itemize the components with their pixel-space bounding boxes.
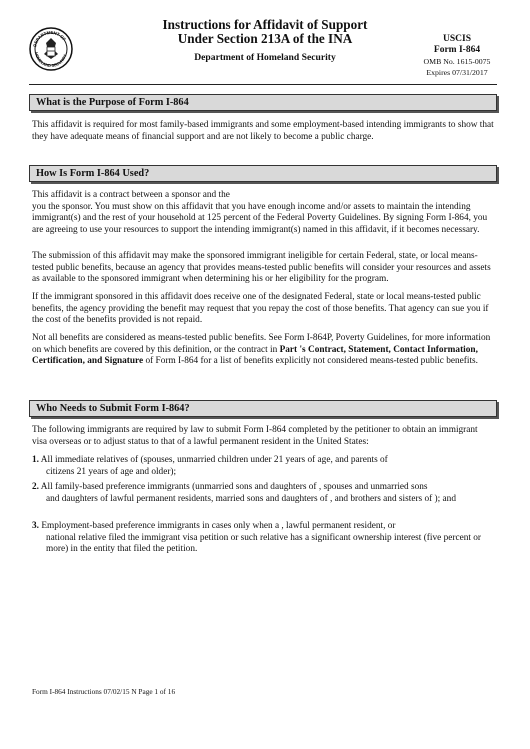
usage-paragraph-1: This affidavit is a contract between a sponsor and the you the sponsor. You must show on this affidavit that you have enough income and/or assets to maintain the intending immigrant(s) and the rest of your household at 125 percent of the Federal Poverty Guidelines. By signing Form I-864, you are agreeing to use your resources to support the intending immigrant(s) named in this affidavit, if it becomes necessary. (32, 190, 488, 235)
title-line-1: Instructions for Affidavit of Support (162, 17, 368, 32)
page-footer: Form I-864 Instructions 07/02/15 N Page 1 of 16 (32, 687, 176, 696)
usage-paragraph-2: The submission of this affidavit may make the sponsored immigrant ineligible for certain Federal, state, or local means-tested public benefits, because an agency that provides means-tested public benefits will consider your resources and assets as available to the sponsored immigrant when determining his or her eligibility for the program. (32, 251, 491, 285)
form-number: Form I-864 (433, 45, 481, 55)
form-id-block (417, 34, 497, 78)
agency-name: USCIS (443, 34, 471, 44)
dhs-seal-icon (29, 27, 73, 71)
svg-text:HOMELAND SECURITY: HOMELAND SECURITY (34, 51, 68, 69)
expiration-date: Expires 07/31/2017 (426, 68, 488, 77)
usage-paragraph-4: Not all benefits are considered as means-tested public benefits. See Form I-864P, Poverty Guidelines, for more information on which benefits are covered by this definition, or the contract in Part 's Contract, Statement, Contact Information, Certification, and Signature of Form I-864 for a list of benefits explicitly not considered means-tested public benefits. (32, 333, 491, 367)
document-title (120, 18, 410, 46)
title-line-2: Under Section 213A of the INA (177, 31, 353, 46)
who-submits-intro: The following immigrants are required by law to submit Form I-864 completed by the petitioner to obtain an immigrant visa overseas or to adjust status to that of a lawful permanent resident in the United States: (32, 425, 478, 447)
department-name: Department of Homeland Security (194, 52, 336, 63)
list-item: 1. All immediate relatives of (spouses, unmarried children under 21 years of age, and parents of citizens 21 years of age and older); (32, 455, 388, 477)
list-item: 3. Employment-based preference immigrants in cases only when a , lawful permanent resident, or national relative filed the immigrant visa petition or such relative has a significant ownership interest (five percent or more) in the entity that filed the petition. (32, 521, 482, 555)
section-heading-who-submits: Who Needs to Submit Form I-864? (29, 400, 497, 417)
svg-text:DEPARTMENT OF: DEPARTMENT OF (32, 29, 68, 48)
omb-number: OMB No. 1615-0075 (423, 57, 491, 66)
section-heading-purpose: What is the Purpose of Form I-864 (29, 94, 497, 111)
header-divider (29, 84, 497, 85)
purpose-paragraph: This affidavit is required for most family-based immigrants and some employment-based intending immigrants to show that they have adequate means of financial support and are not likely to become a public charge. (32, 120, 494, 142)
document-header (0, 0, 530, 80)
contract-reference: Part 's Contract, Statement, Contact Information, Certification, and Signature (32, 344, 478, 367)
list-item: 2. All family-based preference immigrants (unmarried sons and daughters of , spouses and unmarried sons and daughters of lawful permanent residents, married sons and daughters of , and brothers and sisters of ); and (32, 482, 456, 504)
section-heading-usage: How Is Form I-864 Used? (29, 165, 497, 182)
usage-paragraph-3: If the immigrant sponsored in this affidavit does receive one of the designated Federal, state or local means-tested public benefits, the agency providing the benefit may request that you repay the cost of those benefits. That agency can sue you if the cost of the benefits provided is not repaid. (32, 292, 489, 326)
